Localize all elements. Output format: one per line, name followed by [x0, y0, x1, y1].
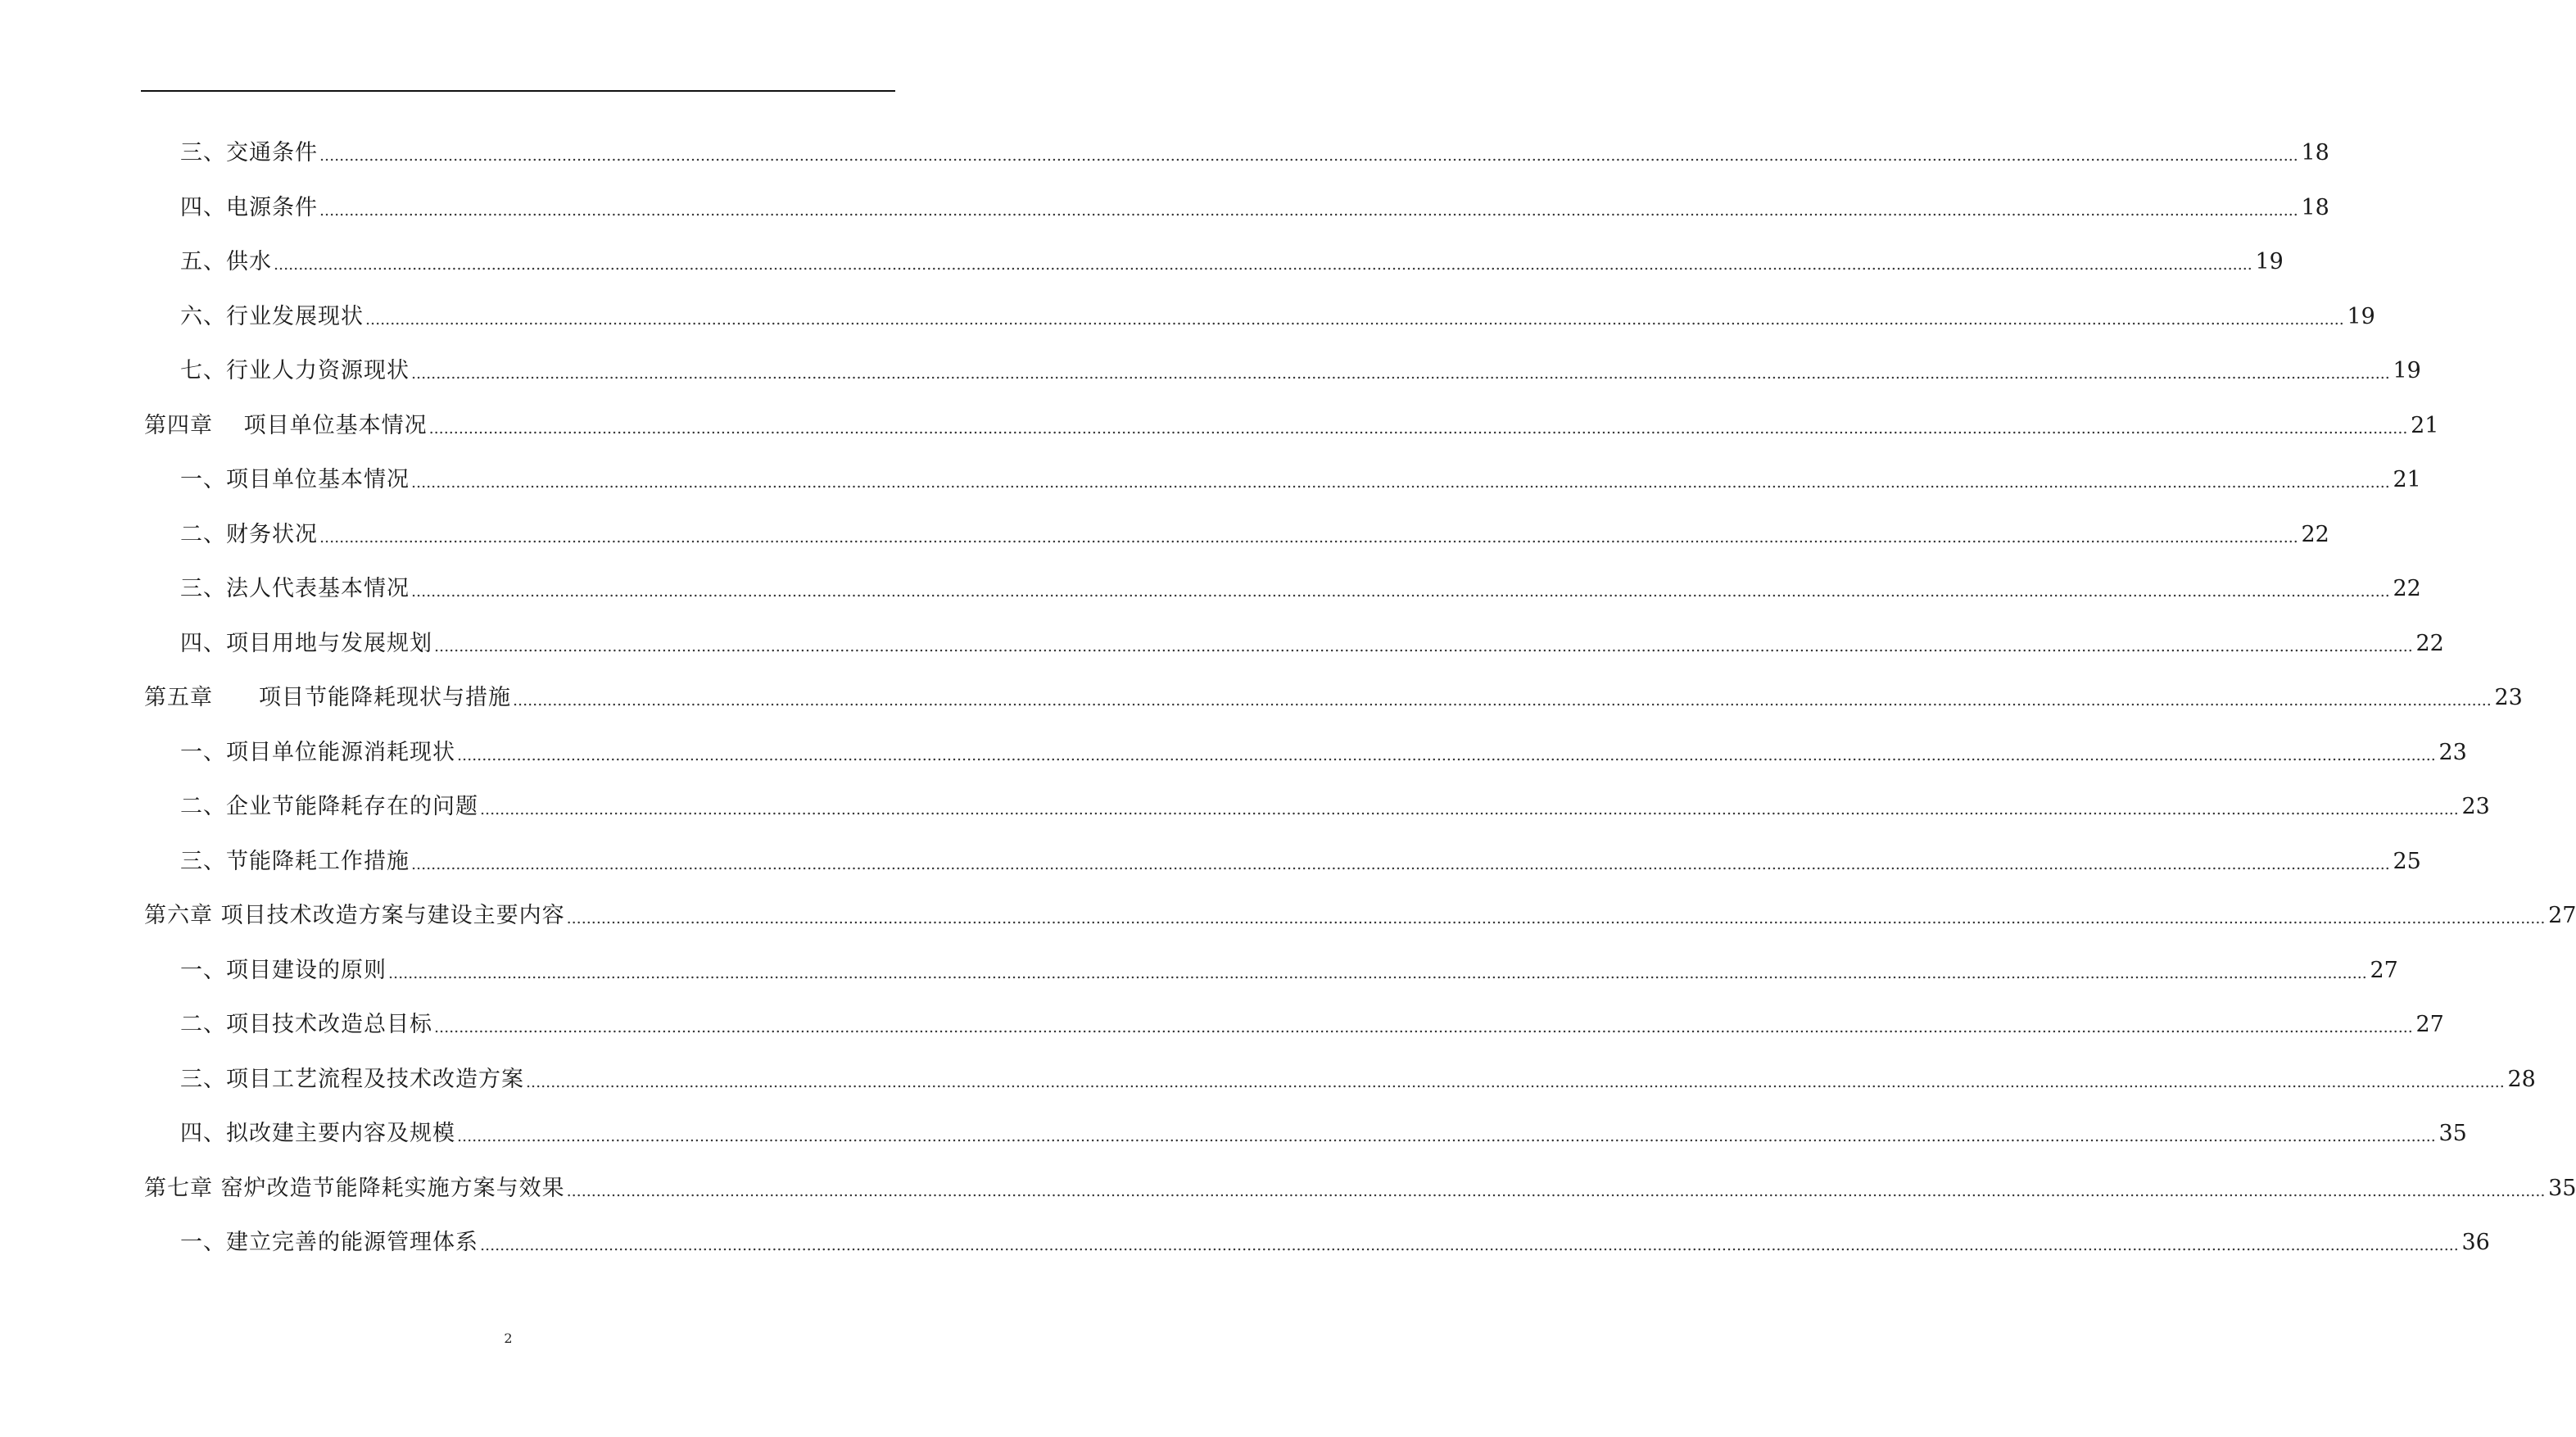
- toc-chapter-entry[interactable]: [0, 682, 2523, 737]
- toc-entry-page: 19: [2255, 249, 2284, 274]
- toc-dot-leader: ................................................................................................................................................................................................................................................................................................................................................................................................................: [526, 1072, 2505, 1091]
- toc-entry-page: 23: [2461, 794, 2490, 819]
- toc-entry-title: 三、项目工艺流程及技术改造方案: [180, 1066, 524, 1092]
- toc-entry-title: 五、供水: [180, 249, 272, 274]
- toc-dot-leader: ................................................................................................................................................................................................................................................................................................................................................................................................................: [411, 583, 2390, 601]
- toc-section-entry[interactable]: [0, 301, 2375, 356]
- toc-section-entry[interactable]: [0, 573, 2421, 628]
- toc-section-entry[interactable]: [0, 246, 2284, 301]
- toc-dot-leader: ................................................................................................................................................................................................................................................................................................................................................................................................................: [388, 963, 2367, 982]
- toc-dot-leader: ................................................................................................................................................................................................................................................................................................................................................................................................................: [411, 365, 2390, 383]
- toc-entry-title: 四、电源条件: [180, 194, 318, 220]
- toc-dot-leader: ................................................................................................................................................................................................................................................................................................................................................................................................................: [434, 1018, 2413, 1036]
- toc-entry-page: 27: [2415, 1012, 2444, 1037]
- toc-entry-title: 第四章 项目单位基本情况: [144, 412, 428, 438]
- toc-dot-leader: ................................................................................................................................................................................................................................................................................................................................................................................................................: [411, 474, 2390, 492]
- header-rule: [141, 90, 895, 92]
- toc-entry-title: 二、企业节能降耗存在的问题: [180, 794, 478, 819]
- toc-entry-page: 23: [2438, 739, 2467, 765]
- toc-section-entry[interactable]: [0, 137, 2329, 192]
- toc-dot-leader: ................................................................................................................................................................................................................................................................................................................................................................................................................: [428, 419, 2408, 437]
- toc-section-entry[interactable]: [0, 519, 2329, 573]
- toc-entry-page: 21: [2411, 412, 2439, 438]
- toc-entry-title: 一、建立完善的能源管理体系: [180, 1230, 478, 1255]
- toc-entry-page: 25: [2393, 848, 2421, 874]
- toc-section-entry[interactable]: [0, 192, 2329, 247]
- toc-dot-leader: ................................................................................................................................................................................................................................................................................................................................................................................................................: [480, 800, 2459, 818]
- toc-entry-title: 第五章 项目节能降耗现状与措施: [144, 685, 511, 710]
- toc-entry-title: 四、项目用地与发展规划: [180, 630, 432, 656]
- toc-entry-page: 35: [2548, 1175, 2576, 1201]
- toc-entry-page: 22: [2393, 576, 2421, 601]
- table-of-contents: [0, 137, 2576, 1281]
- toc-entry-title: 三、交通条件: [180, 140, 318, 165]
- toc-entry-page: 19: [2393, 358, 2421, 383]
- toc-dot-leader: ................................................................................................................................................................................................................................................................................................................................................................................................................: [319, 201, 2298, 220]
- toc-dot-leader: ................................................................................................................................................................................................................................................................................................................................................................................................................: [319, 528, 2298, 546]
- toc-entry-title: 第六章 项目技术改造方案与建设主要内容: [144, 903, 565, 928]
- toc-entry-title: 一、项目建设的原则: [180, 957, 387, 983]
- toc-section-entry[interactable]: [0, 628, 2444, 682]
- toc-dot-leader: ................................................................................................................................................................................................................................................................................................................................................................................................................: [434, 637, 2413, 655]
- toc-dot-leader: ................................................................................................................................................................................................................................................................................................................................................................................................................: [411, 854, 2390, 873]
- toc-dot-leader: ................................................................................................................................................................................................................................................................................................................................................................................................................: [566, 909, 2546, 927]
- toc-dot-leader: ................................................................................................................................................................................................................................................................................................................................................................................................................: [457, 1127, 2436, 1145]
- toc-entry-page: 23: [2494, 685, 2523, 710]
- toc-dot-leader: ................................................................................................................................................................................................................................................................................................................................................................................................................: [319, 147, 2298, 165]
- toc-entry-title: 四、拟改建主要内容及规模: [180, 1121, 455, 1146]
- toc-section-entry[interactable]: [0, 1063, 2536, 1118]
- toc-dot-leader: ................................................................................................................................................................................................................................................................................................................................................................................................................: [457, 746, 2436, 764]
- toc-entry-title: 一、项目单位能源消耗现状: [180, 739, 455, 765]
- toc-chapter-entry[interactable]: [0, 900, 2576, 954]
- toc-dot-leader: ................................................................................................................................................................................................................................................................................................................................................................................................................: [513, 691, 2492, 709]
- toc-entry-title: 七、行业人力资源现状: [180, 358, 410, 383]
- toc-entry-title: 六、行业发展现状: [180, 303, 364, 329]
- toc-section-entry[interactable]: [0, 1009, 2444, 1063]
- toc-entry-title: 三、法人代表基本情况: [180, 576, 410, 601]
- toc-entry-page: 28: [2507, 1066, 2536, 1092]
- toc-dot-leader: ................................................................................................................................................................................................................................................................................................................................................................................................................: [566, 1181, 2546, 1200]
- toc-chapter-entry[interactable]: [0, 410, 2439, 465]
- toc-section-entry[interactable]: [0, 954, 2398, 1009]
- toc-entry-page: 22: [2415, 630, 2444, 656]
- toc-entry-title: 一、项目单位基本情况: [180, 467, 410, 492]
- toc-entry-page: 21: [2393, 467, 2421, 492]
- toc-entry-title: 二、项目技术改造总目标: [180, 1012, 432, 1037]
- toc-section-entry[interactable]: [0, 791, 2490, 845]
- toc-entry-page: 27: [2370, 957, 2398, 983]
- toc-entry-page: 19: [2347, 303, 2375, 329]
- toc-entry-page: 22: [2301, 521, 2329, 547]
- toc-entry-title: 二、财务状况: [180, 521, 318, 547]
- toc-entry-page: 18: [2301, 194, 2329, 220]
- toc-section-entry[interactable]: [0, 1226, 2490, 1281]
- toc-section-entry[interactable]: [0, 737, 2467, 791]
- toc-section-entry[interactable]: [0, 845, 2421, 900]
- toc-section-entry[interactable]: [0, 464, 2421, 519]
- toc-dot-leader: ................................................................................................................................................................................................................................................................................................................................................................................................................: [274, 256, 2252, 274]
- toc-entry-title: 三、节能降耗工作措施: [180, 848, 410, 874]
- toc-dot-leader: ................................................................................................................................................................................................................................................................................................................................................................................................................: [480, 1236, 2459, 1254]
- toc-entry-page: 27: [2548, 903, 2576, 928]
- toc-entry-page: 18: [2301, 140, 2329, 165]
- toc-section-entry[interactable]: [0, 355, 2421, 410]
- toc-dot-leader: ................................................................................................................................................................................................................................................................................................................................................................................................................: [365, 310, 2344, 329]
- toc-section-entry[interactable]: [0, 1117, 2467, 1172]
- toc-chapter-entry[interactable]: [0, 1172, 2576, 1227]
- page-number: 2: [504, 1330, 513, 1346]
- toc-entry-page: 36: [2461, 1230, 2490, 1255]
- toc-entry-page: 35: [2438, 1121, 2467, 1146]
- toc-entry-title: 第七章 窑炉改造节能降耗实施方案与效果: [144, 1175, 565, 1201]
